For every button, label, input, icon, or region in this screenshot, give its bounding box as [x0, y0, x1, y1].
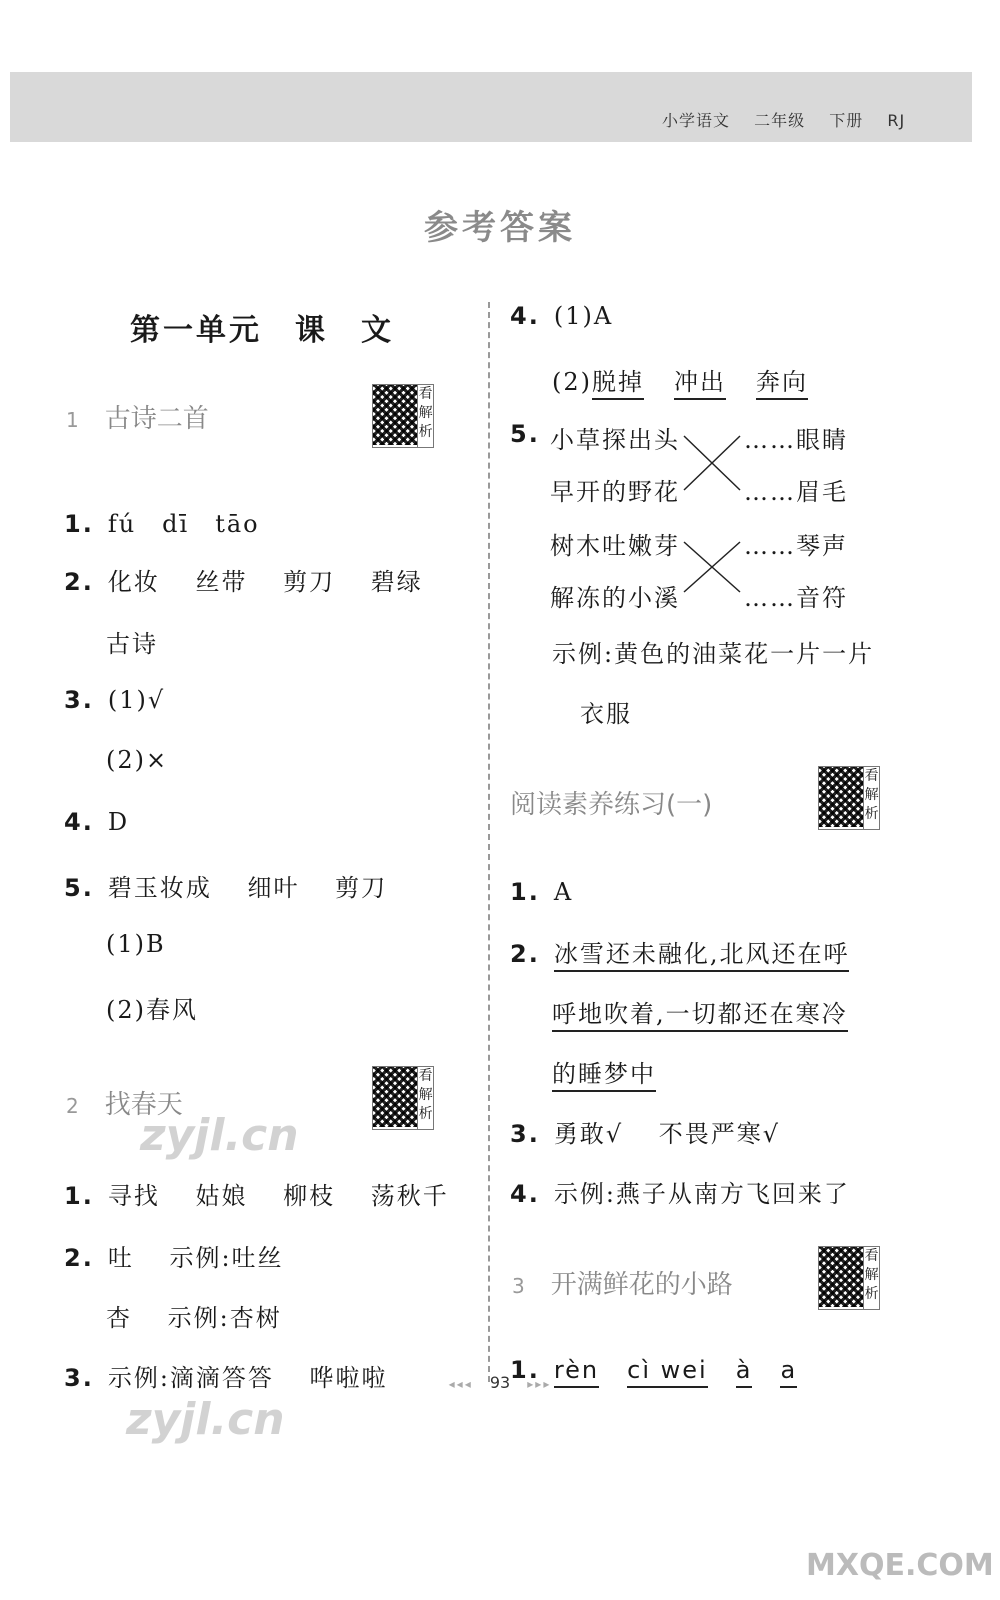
- match-left-4: 解冻的小溪: [550, 584, 680, 612]
- qr-code-2[interactable]: [372, 1066, 434, 1130]
- unit-title: 第一单元 课 文: [130, 313, 394, 348]
- section-title: 开满鲜花的小路: [550, 1270, 733, 1300]
- answer-line: [552, 1054, 656, 1089]
- answer-line: (2)春风: [106, 996, 198, 1024]
- match-right-1: ……眼睛: [744, 426, 848, 454]
- answer-line: [64, 808, 129, 836]
- answer-line: 杏 示例:杏树: [106, 1304, 282, 1332]
- match-right-4: ……音符: [744, 584, 848, 612]
- underlined-text: 呼地吹着,一切都还在寒冷: [552, 1000, 848, 1032]
- watermark: zyjl.cn: [140, 1110, 299, 1161]
- qr-code-1[interactable]: [372, 384, 434, 448]
- qr-code-3[interactable]: [818, 766, 880, 830]
- answer-text: (1)A: [553, 302, 614, 330]
- answer-text: 吐 示例:吐丝: [107, 1244, 284, 1272]
- answer-line: [64, 686, 165, 714]
- question-number: 3.: [64, 686, 94, 714]
- underlined-word: rèn: [554, 1356, 599, 1388]
- match-left-2: 早开的野花: [550, 478, 680, 506]
- qr-label-char: 解: [864, 787, 879, 803]
- question-number: 1.: [510, 1356, 540, 1384]
- page-footer: [0, 1373, 1000, 1392]
- question-number: 4.: [64, 808, 94, 836]
- question-number: 4.: [510, 1180, 540, 1208]
- answer-text: D: [107, 808, 130, 836]
- qr-label-char: 解: [864, 1267, 879, 1283]
- answer-line: (2)×: [106, 746, 169, 774]
- qr-label: [417, 1067, 433, 1129]
- matching-lines: [682, 420, 744, 610]
- answer-text: A: [553, 878, 574, 906]
- header-edition: RJ: [887, 111, 906, 130]
- qr-label-char: 析: [864, 1286, 879, 1302]
- section-number: 1: [66, 408, 79, 432]
- qr-label-char: 析: [418, 1106, 433, 1122]
- answer-line: (1)B: [106, 930, 166, 958]
- answer-text: 示例:燕子从南方飞回来了: [553, 1180, 850, 1208]
- underlined-word: 脱掉: [592, 368, 644, 400]
- underlined-word: 奔向: [756, 368, 808, 400]
- question-number: 3.: [510, 1120, 540, 1148]
- answer-line: [510, 934, 849, 969]
- qr-label-char: 解: [418, 1087, 433, 1103]
- qr-label: [863, 767, 879, 829]
- question-number: 5.: [64, 874, 94, 902]
- watermark: MXQE.COM: [806, 1548, 994, 1583]
- answer-line: [552, 994, 848, 1029]
- section-title: 古诗二首: [104, 404, 209, 434]
- answer-line: [510, 302, 613, 330]
- question-number: 1.: [64, 1182, 94, 1210]
- underlined-word: à: [736, 1356, 753, 1388]
- question-number-5: [510, 420, 554, 448]
- answer-text: fú dī tāo: [107, 510, 260, 538]
- watermark: zyjl.cn: [126, 1394, 285, 1445]
- answer-text: 碧玉妆成 细叶 剪刀: [107, 874, 388, 902]
- qr-code-icon: [373, 1067, 417, 1127]
- header-subject: 小学语文: [662, 111, 731, 130]
- page-title: 参考答案: [424, 208, 576, 248]
- section-number: 3: [512, 1274, 525, 1298]
- left-arrows-icon: ◂◂◂: [448, 1377, 473, 1391]
- answer-line: 示例:黄色的油菜花一片一片: [552, 640, 875, 668]
- qr-code-icon: [373, 385, 417, 445]
- section-heading-1: [66, 398, 209, 435]
- answer-line: [64, 1176, 449, 1211]
- right-arrows-icon: ▸▸▸: [527, 1377, 552, 1391]
- underlined-word: 冲出: [674, 368, 726, 400]
- underlined-word: a: [780, 1356, 797, 1388]
- qr-code-4[interactable]: [818, 1246, 880, 1310]
- qr-label-char: 看: [418, 386, 433, 402]
- match-right-3: ……琴声: [744, 532, 848, 560]
- answer-line: [64, 562, 423, 597]
- answer-line: 衣服: [580, 700, 632, 728]
- qr-code-icon: [819, 1247, 863, 1307]
- answer-text: 示例:滴滴答答 哗啦啦: [107, 1364, 388, 1392]
- column-divider: [488, 302, 490, 1382]
- qr-label: [863, 1247, 879, 1309]
- answer-line: [552, 362, 808, 397]
- qr-code-icon: [819, 767, 863, 827]
- section-title: 找春天: [104, 1090, 183, 1120]
- question-number: 3.: [64, 1364, 94, 1392]
- underlined-text: 的睡梦中: [552, 1060, 656, 1092]
- qr-label-char: 看: [864, 768, 879, 784]
- answer-text: 勇敢√ 不畏严寒√: [553, 1120, 781, 1148]
- qr-label-char: 析: [864, 806, 879, 822]
- match-right-2: ……眉毛: [744, 478, 848, 506]
- answer-line: [64, 868, 387, 903]
- answer-text: (1)√: [107, 686, 166, 714]
- header-info: [662, 108, 923, 131]
- question-number: 2.: [510, 940, 540, 968]
- section-heading-reading: 阅读素养练习(一): [510, 790, 713, 820]
- qr-label: [417, 385, 433, 447]
- match-left-1: 小草探出头: [550, 426, 680, 454]
- answer-text: 寻找 姑娘 柳枝 荡秋千: [107, 1182, 449, 1210]
- question-number: 1.: [64, 510, 94, 538]
- question-number: 1.: [510, 878, 540, 906]
- answer-line: [64, 1238, 284, 1273]
- qr-label-char: 看: [418, 1068, 433, 1084]
- question-number: 2.: [64, 568, 94, 596]
- question-number: 4.: [510, 302, 540, 330]
- qr-label-char: 看: [864, 1248, 879, 1264]
- qr-label-char: 析: [418, 424, 433, 440]
- header-term: 下册: [829, 111, 864, 130]
- section-heading-3: [512, 1264, 733, 1301]
- question-number: 2.: [64, 1244, 94, 1272]
- answer-line: [64, 504, 260, 539]
- match-left-3: 树木吐嫩芽: [550, 532, 680, 560]
- answer-line: 古诗: [106, 630, 158, 658]
- underlined-text: 冰雪还未融化,北风还在呼: [554, 940, 850, 972]
- qr-label-char: 解: [418, 405, 433, 421]
- question-number: 5.: [510, 420, 540, 448]
- underlined-word: cì wei: [627, 1356, 708, 1388]
- section-number: 2: [66, 1094, 79, 1118]
- answer-text: 化妆 丝带 剪刀 碧绿: [107, 568, 423, 596]
- answer-line: [510, 878, 573, 906]
- page-number: 93: [489, 1373, 511, 1392]
- answer-text: (2): [552, 368, 592, 396]
- answer-line: [510, 1174, 850, 1209]
- header-band: [10, 72, 972, 142]
- answer-line: [510, 1114, 780, 1149]
- header-grade: 二年级: [754, 111, 806, 130]
